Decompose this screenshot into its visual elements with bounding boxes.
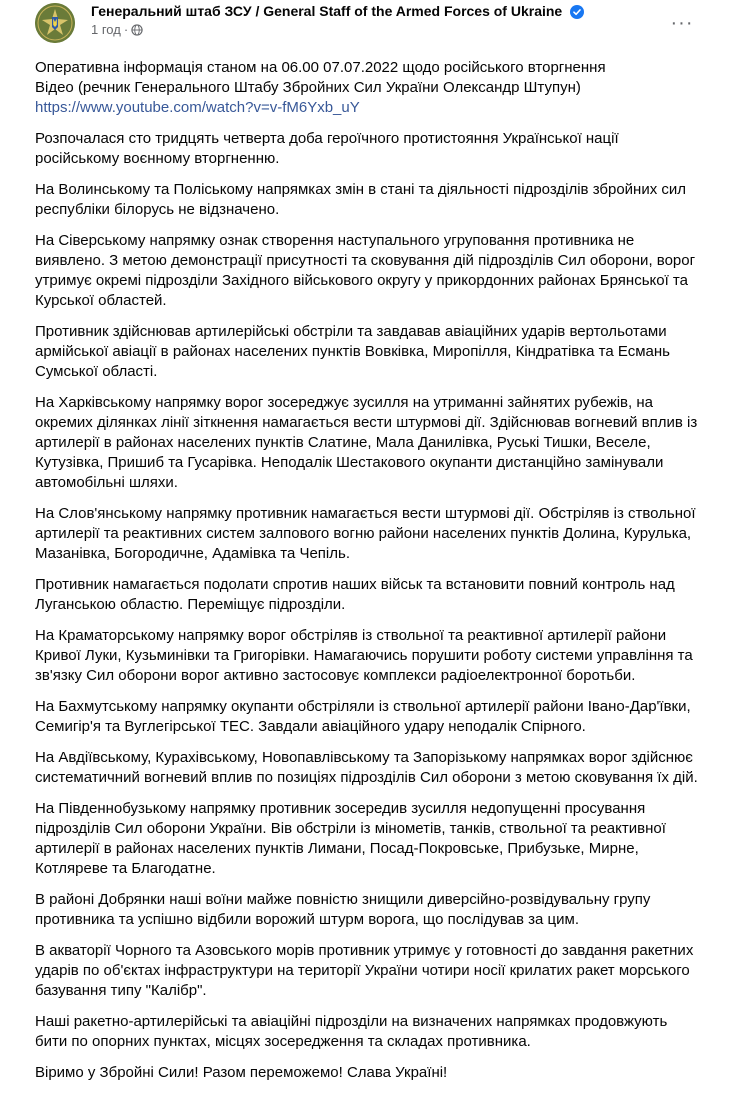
verified-badge-icon [570, 5, 584, 19]
post-paragraph: На Бахмутському напрямку окупанти обстріляли із ствольної артилерії райони Івано-Дар'ївки, Семигір'я та Вуглегірської ТЕС. Завдали авіаційного удару неподалік Спірного. [35, 698, 691, 735]
armed-forces-emblem-icon [35, 3, 75, 43]
globe-icon[interactable] [131, 24, 143, 36]
page-name-text[interactable]: Генеральний штаб ЗСУ / General Staff of the Armed Forces of Ukraine [91, 3, 563, 19]
post-paragraph: Противник намагається подолати спротив наших військ та встановити повний контроль над Луганською областю. Переміщує підрозділи. [35, 576, 675, 613]
post-body [35, 58, 703, 1094]
youtube-link[interactable]: https://www.youtube.com/watch?v=v-fM6Yxb_uY [35, 99, 360, 116]
post-paragraph: На Сіверському напрямку ознак створення наступального угруповання противника не виявлено. З метою демонстрації присутності та сковування дій підрозділів Сил оборони, ворог утримує окремі підрозділи Західного військового округу у прикордонних районах Брянської та Курської областей. [35, 232, 696, 309]
post-paragraph: В акваторії Чорного та Азовського морів противник утримує у готовності до завдання ракетних ударів по об'єктах інфраструктури на території України чотири носії крилатих ракет морського базування типу "Калібр". [35, 942, 694, 999]
post-paragraph: На Харківському напрямку ворог зосереджує зусилля на утриманні зайнятих рубежів, на окремих ділянках лінії зіткнення намагається вести штурмові дії. Здійснював вогневий вплив із артилерії в районах населених пунктів Слатине, Мала Данилівка, Руські Тишки, Веселе, Кутузівка, Пришиб та Гусарівка. Неподалік Шестакового окупанти дистанційно замінували автомобільні шляхи. [35, 394, 698, 491]
more-options-button[interactable] [667, 8, 697, 38]
post-timestamp[interactable]: 1 год [91, 22, 121, 37]
intro-line-1: Оперативна інформація станом на 06.00 07.07.2022 щодо російського вторгнення [35, 59, 606, 76]
post-paragraph: Розпочалася сто тридцять четверта доба героїчного протистояння Української нації російському воєнному вторгненню. [35, 130, 619, 167]
more-options-icon: ··· [670, 11, 694, 34]
intro-paragraph [35, 58, 703, 118]
post-paragraph: На Південнобузькому напрямку противник зосередив зусилля недопущенні просування підрозділів Сил оборони України. Вів обстріли із мінометів, танків, ствольної та реактивної артилерії в районах населених пунктів Лимани, Посад-Покровське, Прибузьке, Мирне, Котляреве та Благодатне. [35, 800, 666, 877]
post-paragraph: На Волинському та Поліському напрямках змін в стані та діяльності підрозділів збройних сил республіки білорусь не відзначено. [35, 181, 687, 218]
page-name[interactable] [91, 3, 584, 19]
post-paragraph: На Авдіївському, Курахівському, Новопавлівському та Запорізькому напрямках ворог здійснює систематичний вогневий вплив по позиціях підрозділів Сил оборони з метою сковування їх дій. [35, 749, 698, 786]
post-paragraph: Наші ракетно-артилерійські та авіаційні підрозділи на визначених напрямках продовжують бити по опорних пунктах, місцях зосередження та складах противника. [35, 1013, 668, 1050]
page-avatar[interactable] [35, 3, 75, 43]
post-meta [91, 22, 143, 37]
post-paragraph: Віримо у Збройні Сили! Разом переможемо! Слава Україні! [35, 1064, 448, 1081]
meta-separator: · [123, 22, 129, 37]
post-header [0, 0, 739, 52]
post-paragraph: На Краматорському напрямку ворог обстріляв із ствольної та реактивної артилерії райони Кривої Луки, Кузьминівки та Григорівки. Намагаючись порушити роботу системи управління та зв'язку Сил оборони ворог активно застосовує комплекси радіоелектронної боротьби. [35, 627, 693, 684]
post-paragraph: На Слов'янському напрямку противник намагається вести штурмові дії. Обстріляв із ствольної артилерії та реактивних систем залпового вогню райони населених пунктів Долина, Курулька, Мазанівка, Богородичне, Адамівка та Чепіль. [35, 505, 696, 562]
post-paragraph: Противник здійснював артилерійські обстріли та завдавав авіаційних ударів вертольотами армійської авіації в районах населених пунктів Вовківка, Миропілля, Кіндратівка та Есмань Сумської області. [35, 323, 670, 380]
post-paragraph: В районі Добрянки наші воїни майже повністю знищили диверсійно-розвідувальну групу противника та успішно відбили ворожий штурм ворога, що послідував за цим. [35, 891, 651, 928]
intro-line-2: Відео (речник Генерального Штабу Збройних Сил України Олександр Штупун) [35, 79, 581, 96]
